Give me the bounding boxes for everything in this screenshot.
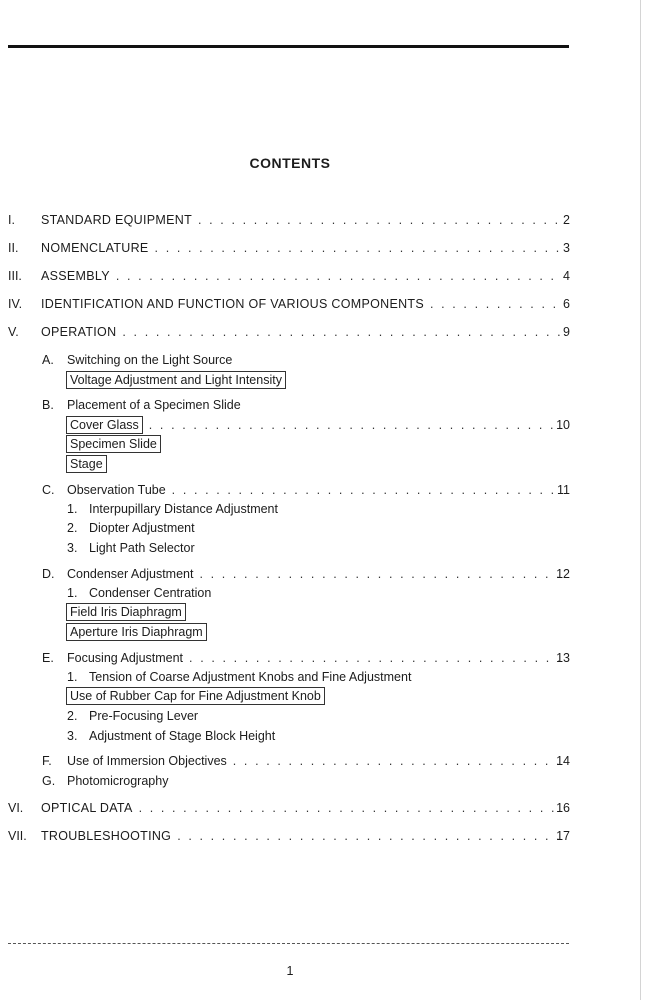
boxed-topic: Specimen Slide — [66, 435, 161, 453]
toc-entry-optical-data — [0, 798, 656, 818]
toc-entry-tension — [0, 667, 656, 687]
toc-letter: F. — [42, 754, 52, 768]
toc-title: Placement of a Specimen Slide — [67, 398, 241, 412]
toc-numeral: VI. — [8, 801, 24, 815]
toc-numeral: VII. — [8, 829, 27, 843]
toc-numeral: I. — [8, 213, 15, 227]
leader-dots — [198, 210, 560, 230]
toc-entry-aperture-iris — [0, 623, 656, 643]
toc-letter: E. — [42, 651, 54, 665]
toc-page: 2 — [563, 213, 570, 227]
toc-numeral: II. — [8, 241, 19, 255]
toc-entry-field-iris — [0, 603, 656, 623]
toc-numeral: IV. — [8, 297, 23, 311]
toc-entry-voltage-adjustment — [0, 371, 656, 391]
toc-title: IDENTIFICATION AND FUNCTION OF VARIOUS COMPONENTS — [41, 297, 424, 311]
toc-entry-immersion — [0, 751, 656, 771]
toc-entry-operation — [0, 322, 656, 342]
toc-title: Pre-Focusing Lever — [89, 709, 199, 723]
toc-entry-observation-tube — [0, 480, 656, 500]
toc-title: Adjustment of Stage Block Height — [89, 729, 276, 743]
toc-title: OPERATION — [41, 325, 117, 339]
toc-title: Switching on the Light Source — [67, 353, 233, 367]
toc-title: STANDARD EQUIPMENT — [41, 213, 193, 227]
toc-title: TROUBLESHOOTING — [41, 829, 172, 843]
toc-title: ASSEMBLY — [41, 269, 110, 283]
toc-item-number: 3. — [67, 729, 78, 743]
toc-item-number: 1. — [67, 586, 78, 600]
toc-title: Tension of Coarse Adjustment Knobs and Fine Adjustment — [89, 670, 412, 684]
toc-title: Interpupillary Distance Adjustment — [89, 502, 278, 516]
top-rule — [8, 45, 569, 48]
toc-title: Photomicrography — [67, 774, 169, 788]
toc-letter: C. — [42, 483, 55, 497]
toc-entry-switching-light — [0, 350, 656, 370]
toc-entry-condenser — [0, 564, 656, 584]
toc-title: Light Path Selector — [89, 541, 195, 555]
toc-entry-stage — [0, 455, 656, 475]
toc-page: 11 — [557, 483, 570, 497]
toc-page: 6 — [563, 297, 570, 311]
leader-dots — [149, 415, 560, 435]
toc-title: Focusing Adjustment — [67, 651, 184, 665]
toc-page: 4 — [563, 269, 570, 283]
toc-letter: B. — [42, 398, 54, 412]
boxed-topic: Aperture Iris Diaphragm — [66, 623, 207, 641]
toc-entry-diopter — [0, 518, 656, 538]
toc-entry-light-path — [0, 538, 656, 558]
boxed-topic: Stage — [66, 455, 107, 473]
toc-title: Observation Tube — [67, 483, 166, 497]
toc-title: NOMENCLATURE — [41, 241, 149, 255]
toc-numeral: V. — [8, 325, 19, 339]
toc-item-number: 1. — [67, 502, 78, 516]
toc-page: 10 — [556, 418, 570, 432]
toc-entry-interpupillary — [0, 499, 656, 519]
toc-entry-condenser-centration — [0, 583, 656, 603]
leader-dots — [172, 480, 560, 500]
leader-dots — [116, 266, 560, 286]
toc-entry-assembly — [0, 266, 656, 286]
leader-dots — [189, 648, 560, 668]
toc-letter: D. — [42, 567, 55, 581]
toc-title: Use of Immersion Objectives — [67, 754, 227, 768]
leader-dots — [233, 751, 560, 771]
toc-entry-nomenclature — [0, 238, 656, 258]
toc-page: 13 — [556, 651, 570, 665]
boxed-topic: Voltage Adjustment and Light Intensity — [66, 371, 286, 389]
toc-entry-specimen-slide — [0, 435, 656, 455]
toc-page: 3 — [563, 241, 570, 255]
toc-entry-stage-height — [0, 726, 656, 746]
toc-entry-photomicrography — [0, 771, 656, 791]
boxed-topic: Field Iris Diaphragm — [66, 603, 186, 621]
toc-item-number: 3. — [67, 541, 78, 555]
leader-dots — [155, 238, 560, 258]
page-title: CONTENTS — [249, 155, 331, 171]
toc-entry-cover-glass — [0, 415, 656, 435]
toc-entry-rubber-cap — [0, 687, 656, 707]
toc-page: 16 — [556, 801, 570, 815]
toc-item-number: 1. — [67, 670, 78, 684]
bottom-rule — [8, 943, 569, 944]
toc-title: Condenser Centration — [89, 586, 212, 600]
toc-title: Diopter Adjustment — [89, 521, 195, 535]
toc-title: Condenser Adjustment — [67, 567, 194, 581]
toc-page: 17 — [556, 829, 570, 843]
toc-entry-standard-equipment — [0, 210, 656, 230]
toc-page: 12 — [556, 567, 570, 581]
leader-dots — [199, 564, 560, 584]
toc-page: 9 — [563, 325, 570, 339]
toc-item-number: 2. — [67, 521, 78, 535]
leader-dots — [177, 826, 560, 846]
toc-title: OPTICAL DATA — [41, 801, 133, 815]
leader-dots — [139, 798, 560, 818]
toc-letter: A. — [42, 353, 54, 367]
toc-page: 14 — [556, 754, 570, 768]
toc-entry-pre-focusing — [0, 706, 656, 726]
leader-dots — [122, 322, 560, 342]
boxed-topic: Use of Rubber Cap for Fine Adjustment Knob — [66, 687, 325, 705]
toc-entry-troubleshooting — [0, 826, 656, 846]
toc-item-number: 2. — [67, 709, 78, 723]
boxed-topic: Cover Glass — [66, 416, 143, 434]
toc-numeral: III. — [8, 269, 22, 283]
toc-entry-placement-slide — [0, 395, 656, 415]
toc-letter: G. — [42, 774, 56, 788]
toc-entry-focusing — [0, 648, 656, 668]
toc-entry-identification — [0, 294, 656, 314]
page-number: 1 — [286, 964, 294, 978]
